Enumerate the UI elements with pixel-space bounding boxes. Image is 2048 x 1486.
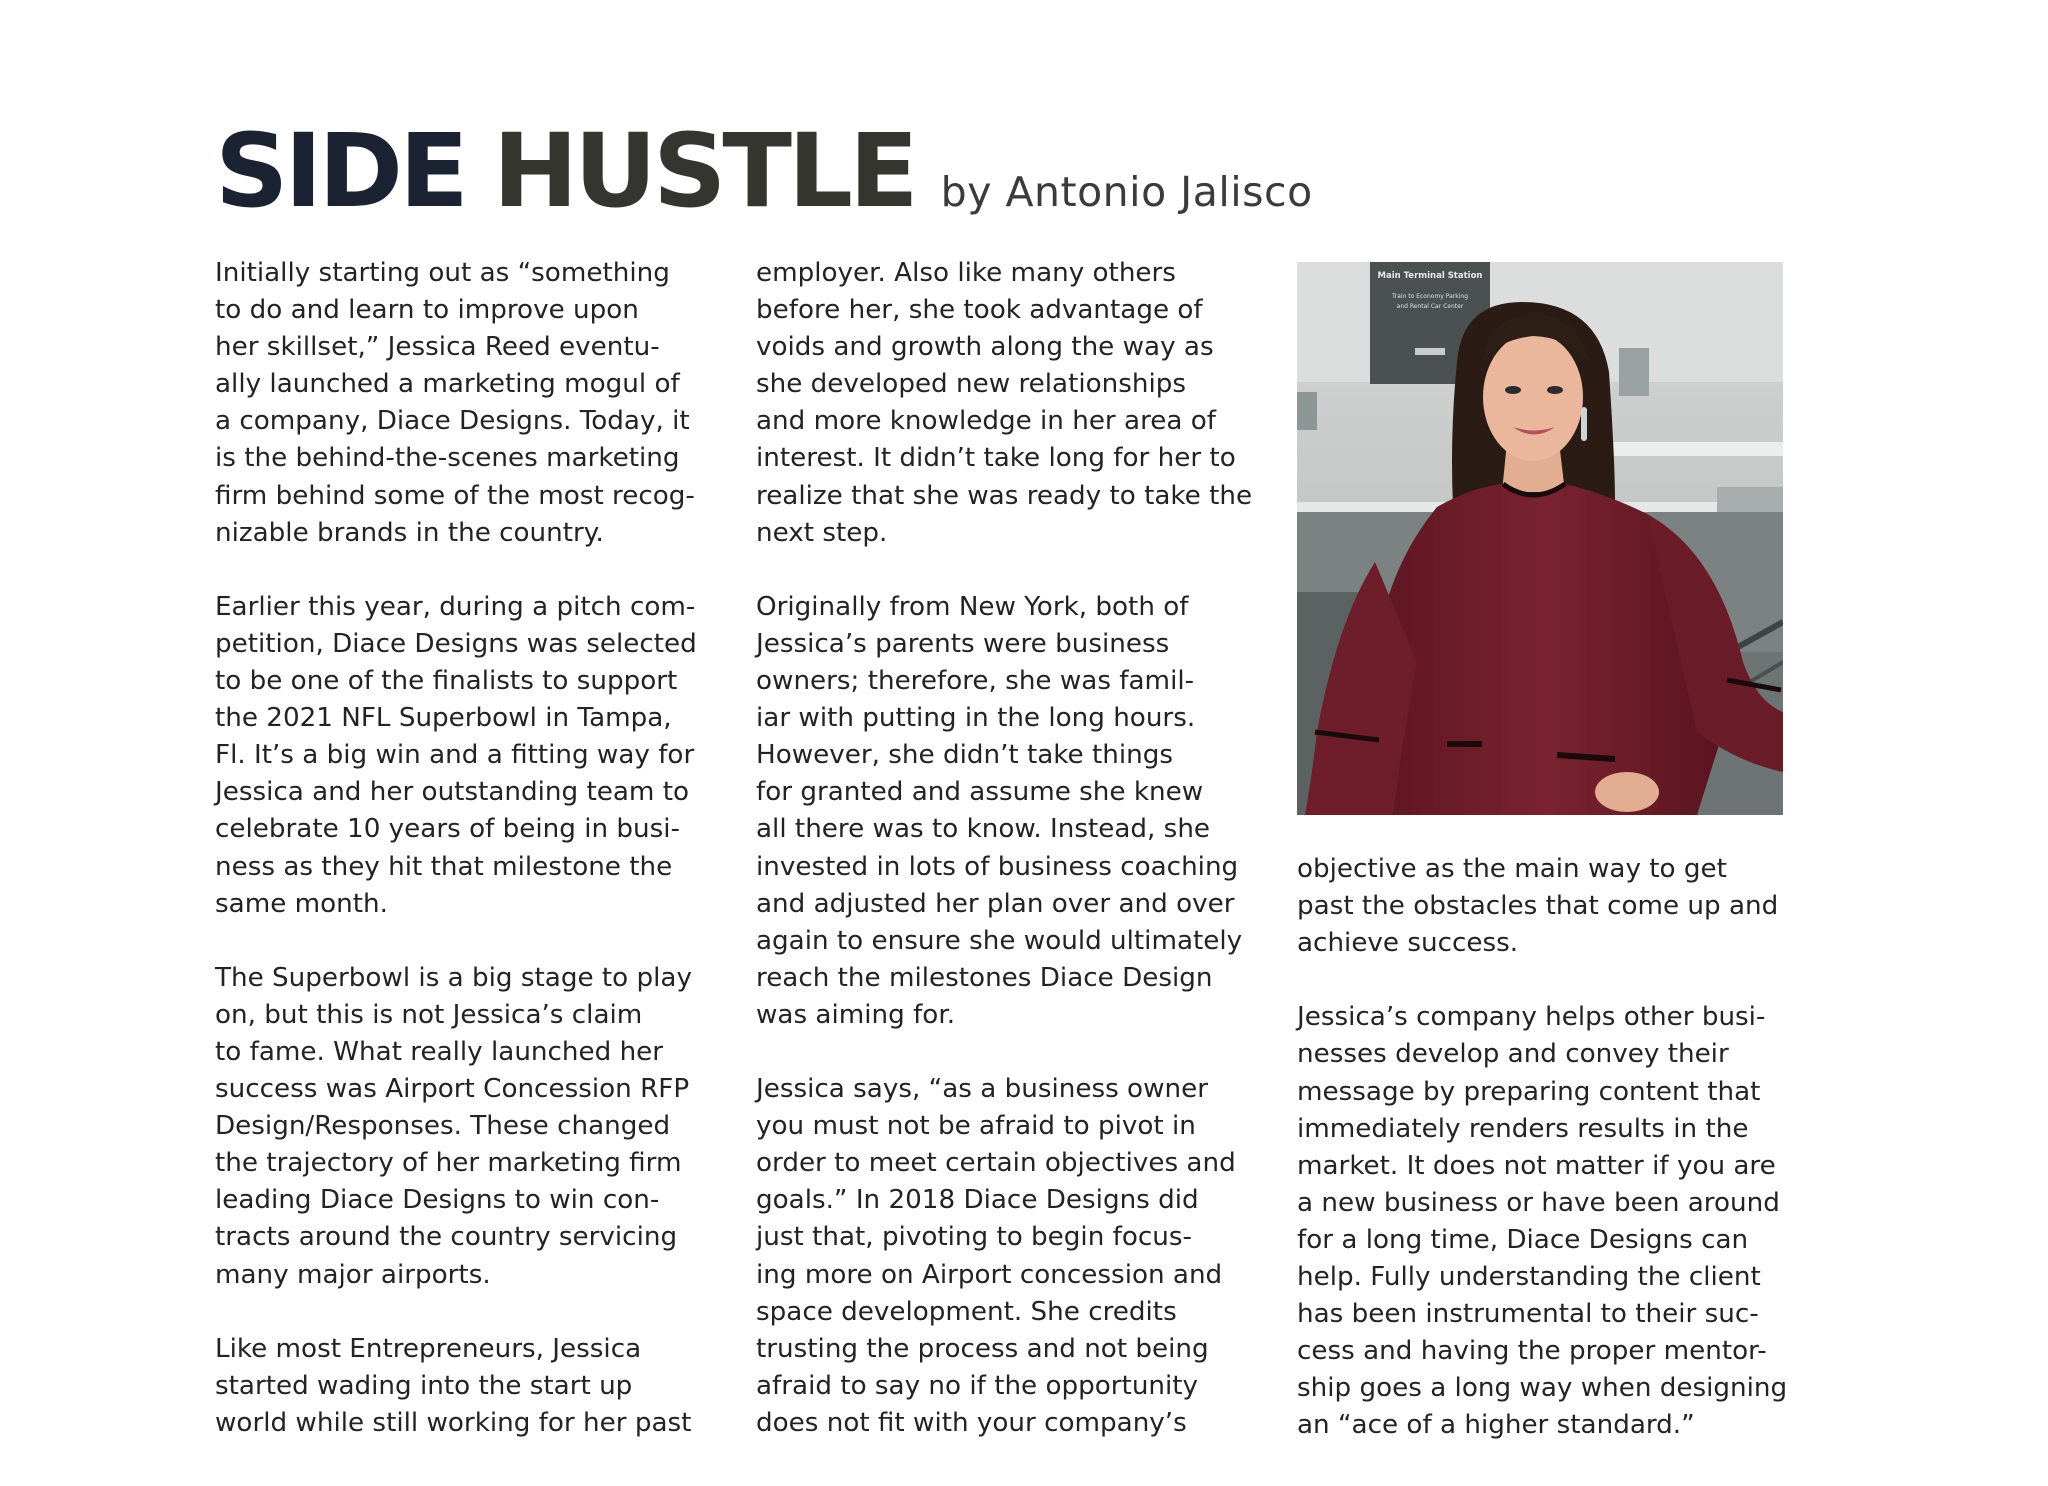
text-line: Earlier this year, during a pitch com- bbox=[215, 591, 696, 622]
text-line: and more knowledge in her area of bbox=[756, 406, 1216, 437]
text-line: ness as they hit that milestone the bbox=[215, 851, 673, 882]
paragraph bbox=[215, 960, 720, 1294]
text-line: again to ensure she would ultimately bbox=[756, 925, 1243, 956]
text-line: Jessica says, “as a business owner bbox=[756, 1074, 1208, 1105]
face bbox=[1483, 333, 1583, 461]
text-line: has been instrumental to their suc- bbox=[1297, 1299, 1759, 1330]
text-line: started wading into the start up bbox=[215, 1370, 633, 1401]
text-line: petition, Diace Designs was selected bbox=[215, 628, 697, 659]
text-line: all there was to know. Instead, she bbox=[756, 814, 1211, 845]
text-line: for a long time, Diace Designs can bbox=[1297, 1224, 1749, 1255]
text-line: firm behind some of the most recog- bbox=[215, 480, 695, 511]
text-line: interest. It didn’t take long for her to bbox=[756, 443, 1236, 474]
text-line: does not fit with your company’s bbox=[756, 1407, 1187, 1438]
paragraph bbox=[215, 255, 720, 552]
article-column-3 bbox=[1297, 851, 1802, 1482]
text-line: goals.” In 2018 Diace Designs did bbox=[756, 1185, 1199, 1216]
paragraph bbox=[215, 1331, 720, 1442]
text-line: before her, she took advantage of bbox=[756, 295, 1203, 326]
text-line: Initially starting out as “something bbox=[215, 258, 670, 288]
text-line: employer. Also like many others bbox=[756, 258, 1176, 288]
text-line: leading Diace Designs to win con- bbox=[215, 1185, 660, 1216]
text-line: the trajectory of her marketing firm bbox=[215, 1148, 682, 1179]
text-line: cess and having the proper mentor- bbox=[1297, 1336, 1767, 1367]
text-line: tracts around the country servicing bbox=[215, 1222, 678, 1253]
text-line: The Superbowl is a big stage to play bbox=[215, 962, 692, 993]
title-side: SIDE bbox=[215, 112, 465, 231]
text-line: on, but this is not Jessica’s claim bbox=[215, 999, 643, 1030]
text-line: ship goes a long way when designing bbox=[1297, 1373, 1788, 1404]
text-line: a new business or have been around bbox=[1297, 1187, 1780, 1218]
text-line: same month. bbox=[215, 888, 388, 919]
article-column-1 bbox=[215, 255, 720, 1479]
text-line: afraid to say no if the opportunity bbox=[756, 1370, 1199, 1401]
text-line: past the obstacles that come up and bbox=[1297, 891, 1779, 922]
text-line: for granted and assume she knew bbox=[756, 777, 1204, 808]
text-line: Jessica’s company helps other busi- bbox=[1297, 1002, 1766, 1033]
text-line: market. It does not matter if you are bbox=[1297, 1150, 1776, 1181]
text-line: immediately renders results in the bbox=[1297, 1113, 1749, 1144]
text-line: Originally from New York, both of bbox=[756, 591, 1189, 622]
text-line: an “ace of a higher standard.” bbox=[1297, 1410, 1695, 1441]
text-line: to fame. What really launched her bbox=[215, 1036, 664, 1067]
text-line: Jessica’s parents were business bbox=[756, 628, 1170, 659]
text-line: However, she didn’t take things bbox=[756, 740, 1173, 771]
portrait-photo bbox=[1297, 262, 1783, 815]
text-line: Like most Entrepreneurs, Jessica bbox=[215, 1333, 642, 1364]
paragraph bbox=[756, 1071, 1261, 1442]
text-line: nizable brands in the country. bbox=[215, 517, 604, 548]
text-line: invested in lots of business coaching bbox=[756, 851, 1239, 882]
text-line: her skillset,” Jessica Reed eventu- bbox=[215, 332, 660, 363]
sign-line-2: Train to Economy Parking bbox=[1391, 293, 1469, 300]
text-line: achieve success. bbox=[1297, 928, 1519, 959]
title-hustle: HUSTLE bbox=[492, 112, 915, 231]
text-line: owners; therefore, she was famil- bbox=[756, 666, 1195, 697]
text-line: and adjusted her plan over and over bbox=[756, 888, 1235, 919]
text-line: help. Fully understanding the client bbox=[1297, 1262, 1761, 1293]
paragraph bbox=[215, 589, 720, 923]
text-line: was aiming for. bbox=[756, 999, 956, 1030]
text-line: to be one of the finalists to support bbox=[215, 666, 678, 697]
text-line: the 2021 NFL Superbowl in Tampa, bbox=[215, 703, 672, 734]
text-line: reach the milestones Diace Design bbox=[756, 962, 1213, 993]
text-line: next step. bbox=[756, 517, 888, 548]
paragraph bbox=[756, 255, 1261, 552]
text-line: just that, pivoting to begin focus- bbox=[756, 1222, 1192, 1253]
text-line: Fl. It’s a big win and a fitting way for bbox=[215, 740, 695, 771]
text-line: message by preparing content that bbox=[1297, 1076, 1761, 1107]
paragraph bbox=[756, 589, 1261, 1034]
text-line: many major airports. bbox=[215, 1259, 491, 1290]
text-line: Design/Responses. These changed bbox=[215, 1111, 671, 1142]
text-line: voids and growth along the way as bbox=[756, 332, 1214, 363]
article-header bbox=[215, 112, 1313, 231]
paragraph bbox=[1297, 999, 1802, 1444]
text-line: objective as the main way to get bbox=[1297, 854, 1727, 884]
sign-line-1: Main Terminal Station bbox=[1377, 271, 1483, 281]
text-line: space development. She credits bbox=[756, 1296, 1177, 1327]
text-line: is the behind-the-scenes marketing bbox=[215, 443, 680, 474]
text-line: Jessica and her outstanding team to bbox=[215, 777, 689, 808]
paragraph bbox=[1297, 851, 1802, 962]
text-line: realize that she was ready to take the bbox=[756, 480, 1253, 511]
text-line: order to meet certain objectives and bbox=[756, 1148, 1236, 1179]
text-line: a company, Diace Designs. Today, it bbox=[215, 406, 690, 437]
text-line: she developed new relationships bbox=[756, 369, 1187, 400]
text-line: nesses develop and convey their bbox=[1297, 1039, 1729, 1070]
text-line: iar with putting in the long hours. bbox=[756, 703, 1196, 734]
text-line: you must not be afraid to pivot in bbox=[756, 1111, 1196, 1142]
text-line: celebrate 10 years of being in busi- bbox=[215, 814, 680, 845]
byline: by Antonio Jalisco bbox=[940, 168, 1313, 216]
text-line: trusting the process and not being bbox=[756, 1333, 1209, 1364]
article-column-2 bbox=[756, 255, 1261, 1479]
sign-line-3: and Rental Car Center bbox=[1396, 303, 1464, 310]
text-line: success was Airport Concession RFP bbox=[215, 1074, 690, 1105]
text-line: ally launched a marketing mogul of bbox=[215, 369, 680, 400]
text-line: to do and learn to improve upon bbox=[215, 295, 639, 326]
text-line: ing more on Airport concession and bbox=[756, 1259, 1223, 1290]
text-line: world while still working for her past bbox=[215, 1407, 692, 1438]
